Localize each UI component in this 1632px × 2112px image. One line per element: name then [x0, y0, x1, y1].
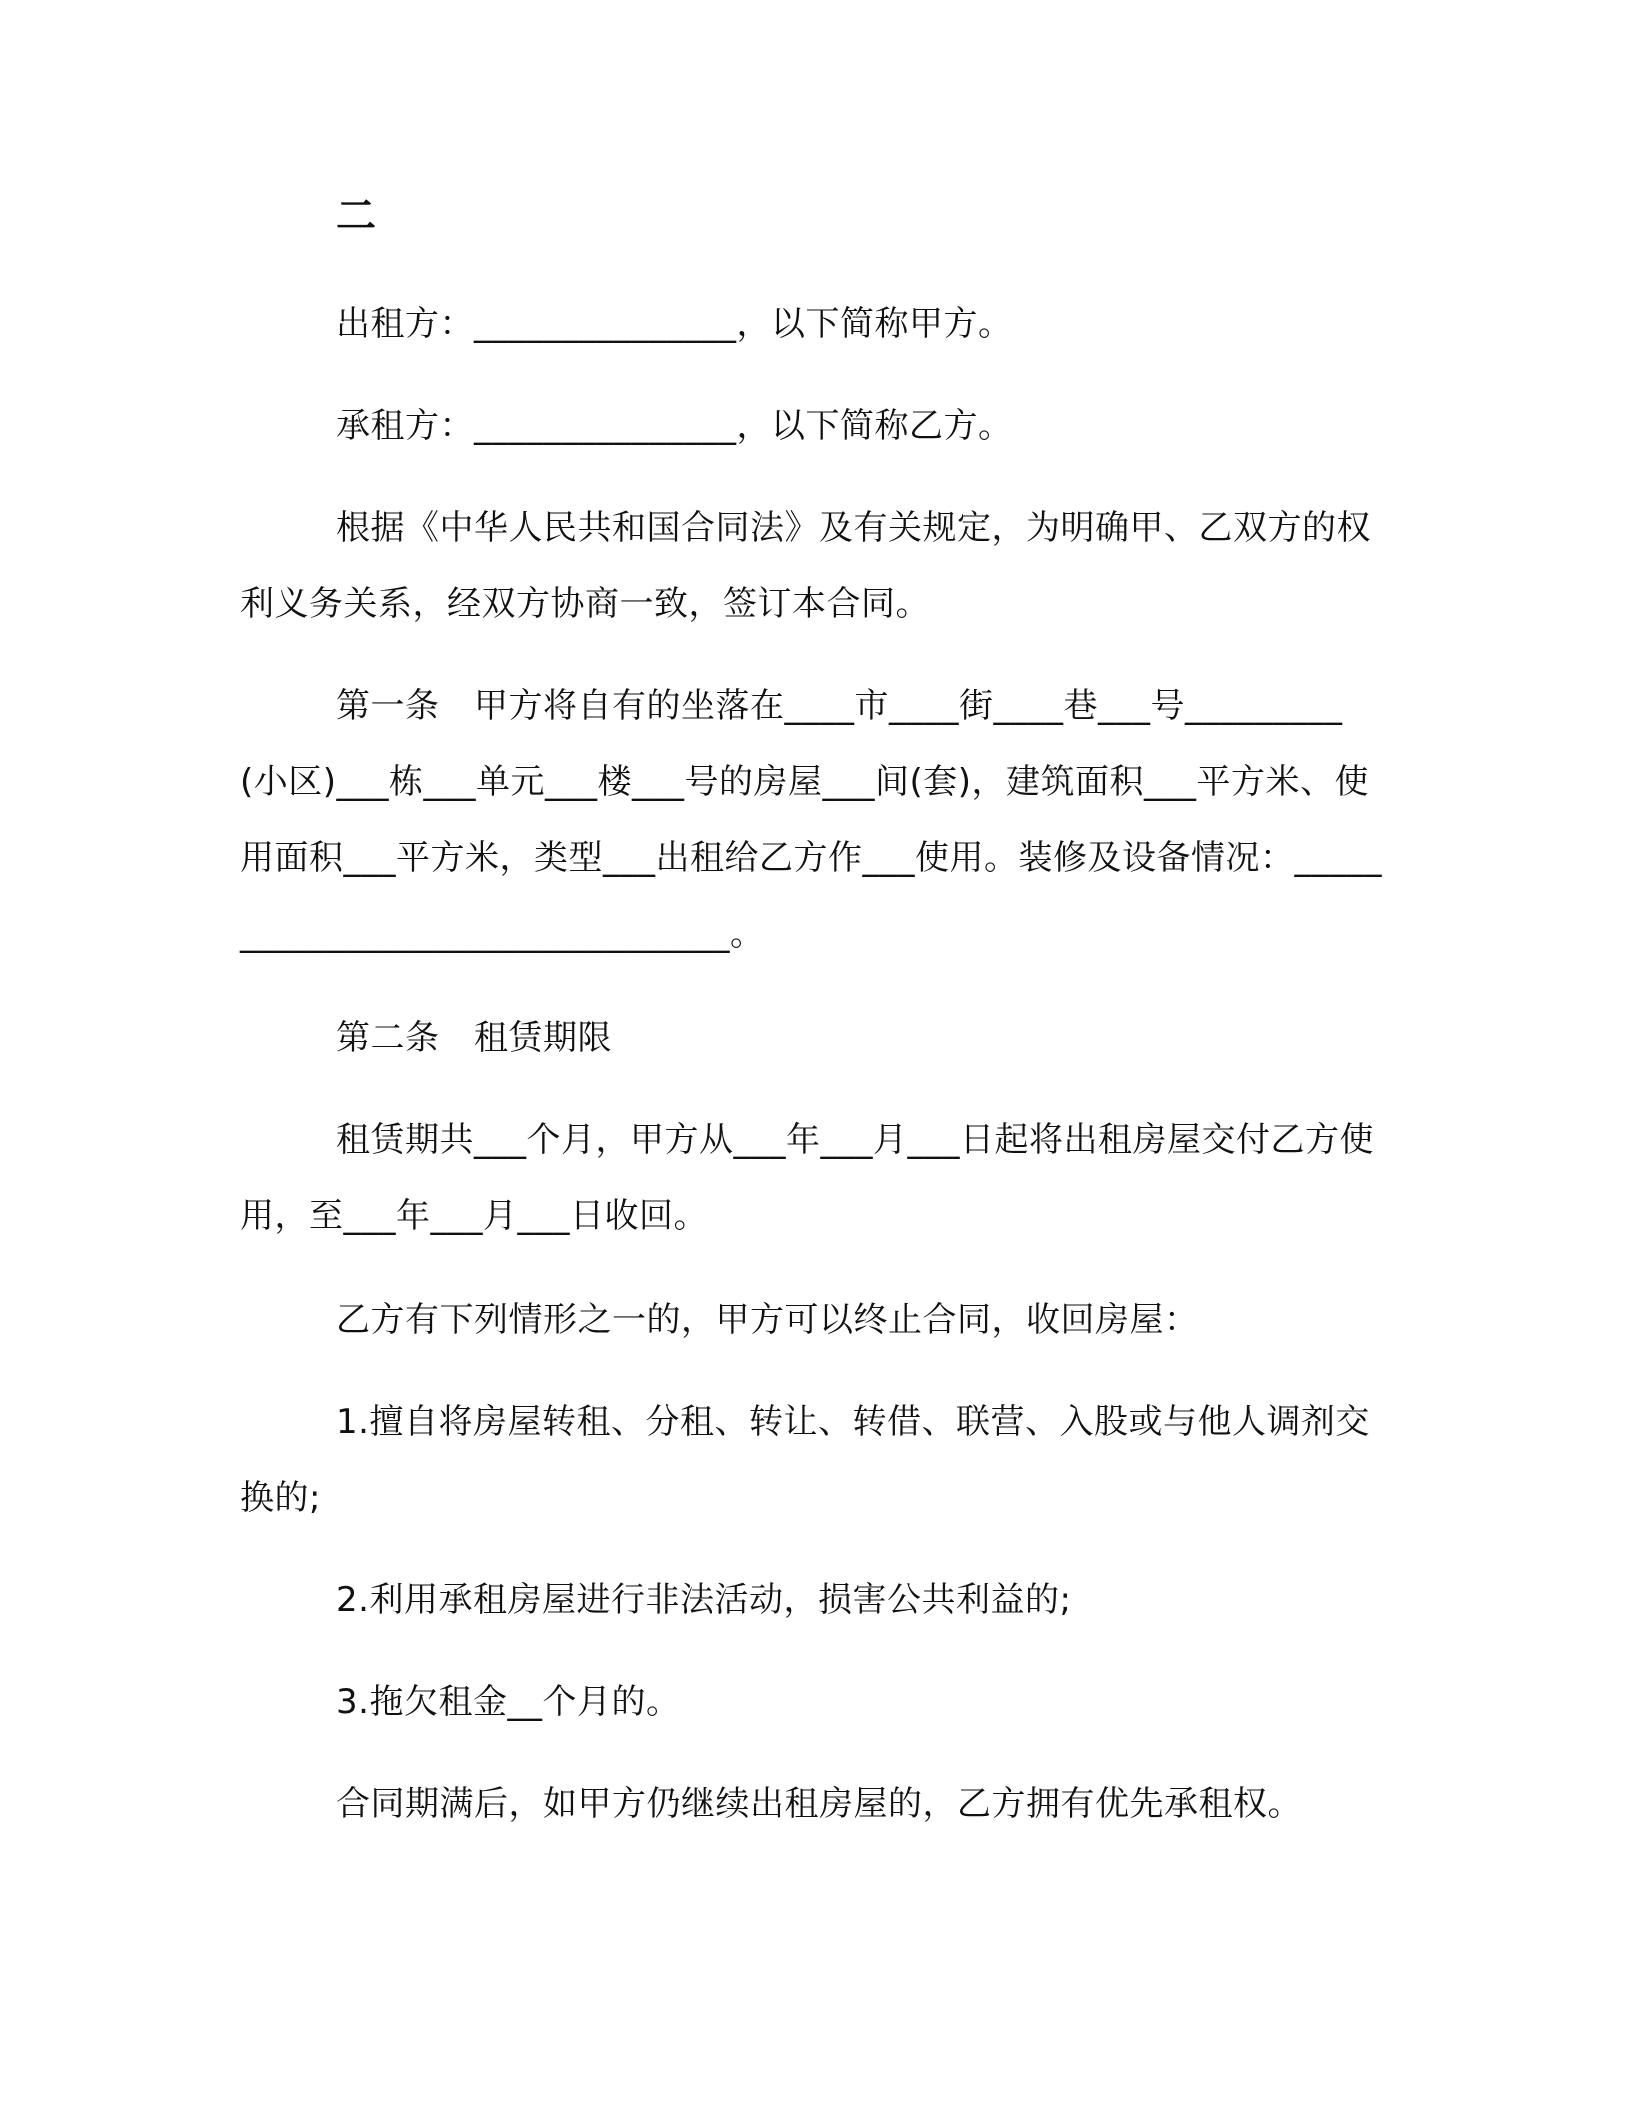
article-one-paragraph: 第一条 甲方将自有的坐落在____市____街____巷___号_________(小区)___栋___单元___楼___号的房屋___间(套)，建筑面积___平方米、使用面积___平方米，类型___出租给乙方作___使用。装修及设备情况：_________________________________。: [240, 686, 1382, 954]
lessor-line: 出租方：_______________，以下简称甲方。: [336, 304, 1013, 344]
renewal-paragraph: 合同期满后，如甲方仍继续出租房屋的，乙方拥有优先承租权。: [336, 1784, 1302, 1824]
termination-item-2: 2.利用承租房屋进行非法活动，损害公共利益的;: [336, 1580, 1072, 1620]
preamble-paragraph: 根据《中华人民共和国合同法》及有关规定，为明确甲、乙双方的权利义务关系，经双方协商一致，签订本合同。: [240, 508, 1371, 624]
lessee-line: 承租方：_______________，以下简称乙方。: [336, 406, 1013, 446]
termination-item-1: 1.擅自将房屋转租、分租、转让、转借、联营、入股或与他人调剂交换的;: [240, 1402, 1370, 1518]
section-mark: 二: [336, 193, 376, 239]
lease-term-paragraph: 租赁期共___个月，甲方从___年___月___日起将出租房屋交付乙方使用，至___年___月___日收回。: [240, 1120, 1374, 1236]
termination-item-3: 3.拖欠租金__个月的。: [336, 1682, 681, 1722]
article-two-heading: 第二条 租赁期限: [336, 1018, 612, 1058]
termination-intro-paragraph: 乙方有下列情形之一的，甲方可以终止合同，收回房屋：: [336, 1300, 1199, 1340]
